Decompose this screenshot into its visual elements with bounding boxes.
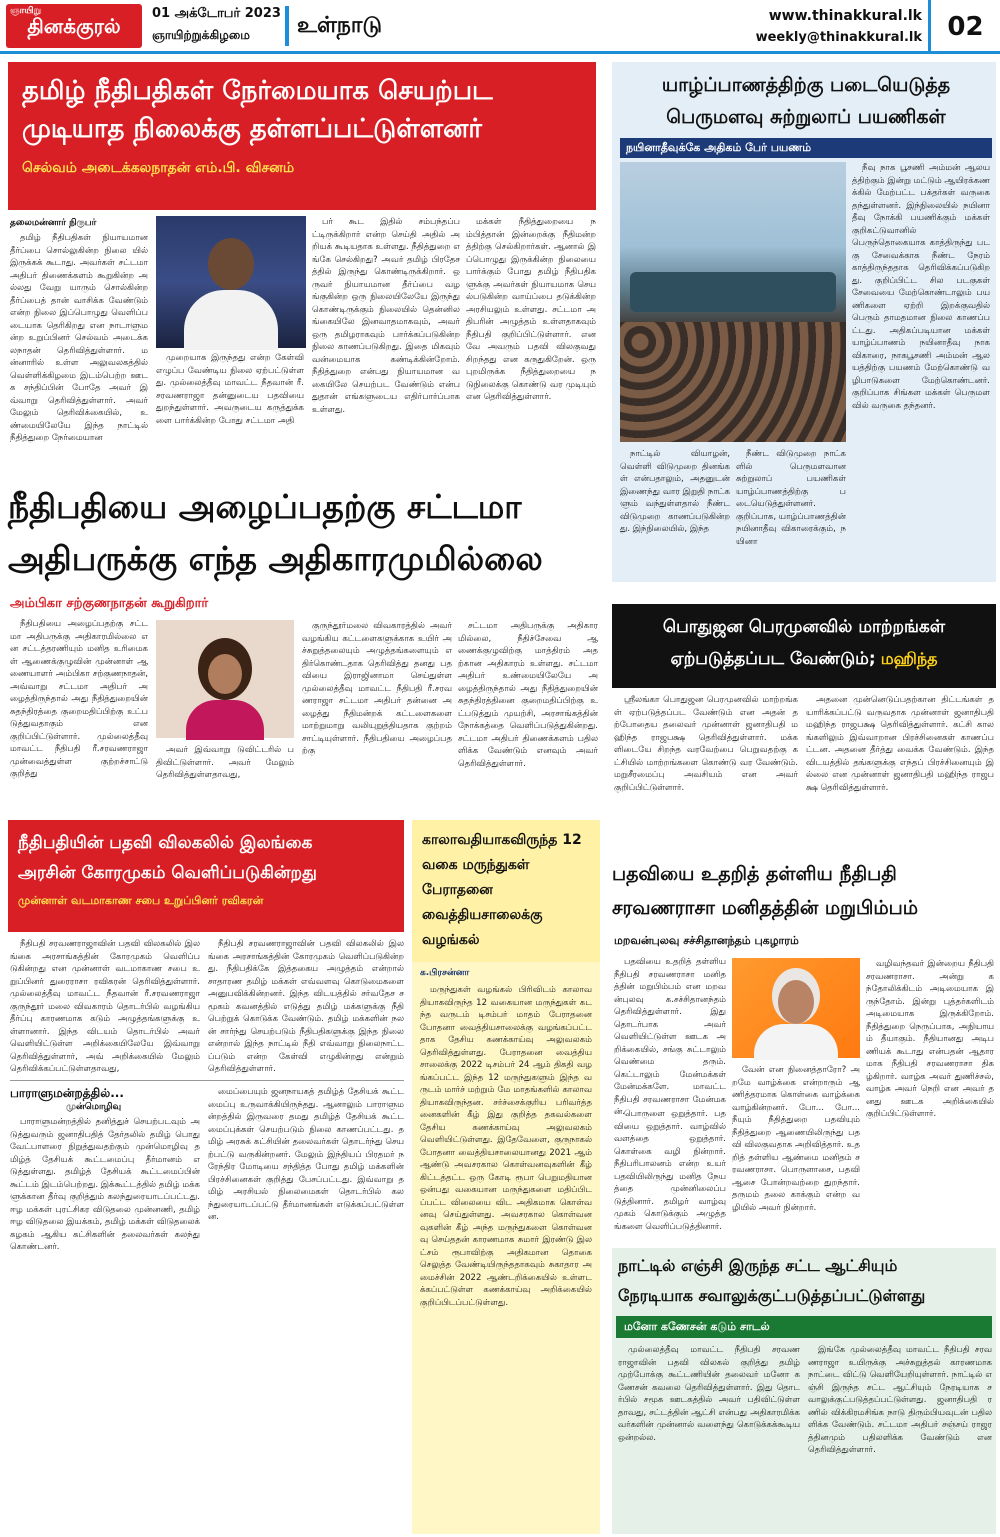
story5-subhead: முன்னாள் வடமாகாண சபை உறுப்பினர் ரவிகரன் — [18, 894, 264, 907]
issue-date: 01 அக்டோபர் 2023 — [152, 6, 281, 21]
story1-column-1: தமிழ் நீதிபதிகள் நியாயமான தீர்ப்பை சொல்லுகின்ற நிலை யில் இருக்கக் கூடாது. அவர்கள் சட்டமா அதிபர் திணைக்களம் கூறுகின்ற அல்லது வேறு யாரும் சொல்கின்ற தீர்ப்பைத் தான் வாசிக்க வேண்டும் என்ற நிலை இப்பொழுது வெளிப்படையாக தெரிகிறது என நாடாளுமன்ற உறுப்பினர் செல்வம் அடைக்கலநாதன் தெரிவித்துள்ளார். மன்னாரில் உள்ள அலுவலகத்தில் வெள்ளிக்கிழமை இடம்பெற்ற ஊடக சந்திப்பின் போதே அவர் இவ்வாறு தெரிவித்துள்ளார். அவர் மேலும் தெரிவிக்கையில், உண்மையிலேயே இந்த நாட்டில் நீதித்துறை நேர்மையான — [10, 233, 148, 443]
portrait-body-shape — [184, 290, 278, 350]
story2-subhead: நயினாதீவுக்கே அதிகம் பேர் பயணம் — [620, 138, 992, 158]
story3-column-4: சட்டமா அதிபருக்கு அதிகாரமில்லை, நீதிச்சேவை ஆணைக்குழுவிற்கு மாத்திரம் அதற்கான அதிகாரம் உள்ளது. சட்டமா அதிபர் உண்மையிலேயே அழைத்திருந்தால் அது நீதித்துறையின் சுதந்திரத்தினை குறைமதிப்பிற்கு உட்படுத்தும் முயற்சி, அரசாங்கத்தின் நோக்கத்தை வெளிப்படுத்துகின்றது. சட்டமா அதிபர் திணைக்களம் பதிலளிக்க வேண்டும் எனவும் அவர் தெரிவித்துள்ளார். — [458, 621, 598, 769]
story3-column-3: குருந்தூர்மலை விவகாரத்தில் அவர் வழங்கிய கட்டளைகளுக்காக உயிர் அச்சுறுத்தலையும் அழுத்தங்களையும் எதிர்கொண்டதாக தெரிவித்து தனது பதவியை இராஜினாமா செய்துள்ள முல்லைத்தீவு மாவட்ட நீதிபதி ரீ.சரவணராஜா சட்டமா அதிபர் தன்னை அழைத்து நீதிமன்றக் கட்டளைகளை மாற்றுமாறு வலியுறுத்தியதாக குற்றம் சாட்டியுள்ளார். நீதிபதியை அழைப்பதற்கு — [302, 621, 452, 756]
story8-subhead: மறவன்புலவு சச்சிதானந்தம் புகழாரம் — [614, 934, 799, 947]
story5-column-1: நீதிபதி சரவணராஜாவின் பதவி விலகலில் இலங்கை அரசாங்கத்தின் கோரமுகம் வெளிப்படுகின்றது என முன்னாள் வடமாகாண சபை உறுப்பினர் துரைராசா ரவிகரன் தெரிவித்துள்ளார். முல்லைத்தீவு மாவட்ட நீதவான் ரீ.சரவணராஜா குருந்தூர் மலை விவகாரம் தொடர்பில் வழங்கிய தீர்ப்பு காரணமாக கடும் அழுத்தங்களுக்கு உள்ளானார். இந்த விடயம் தொடர்பில் அவர் வெளியிட்டுள்ள அறிக்கையிலேயே இவ்வாறு தெரிவித்துள்ளார், அவ் அறிக்கையில் மேலும் தெரிவிக்கப்பட்டுள்ளதாவது, — [10, 939, 200, 1074]
story2-photo — [620, 162, 846, 442]
story9-headline-line1: நாட்டில் எஞ்சி இருந்த சட்ட ஆட்சியும் — [618, 1256, 898, 1275]
story9-headline-line2: நேரடியாக சவாலுக்குட்படுத்தப்பட்டுள்ளது — [618, 1286, 926, 1305]
story5-headline-line2: அரசின் கோரமுகம் வெளிப்படுகின்றது — [18, 863, 317, 883]
story1-column-4: மக்கள் நீதித்துறையை நம்பித்தான் இன்றைக்கு நீதிமன்றத்திற்கு செல்கிறார்கள். ஆனால் இப்பொழுது இருக்கின்ற நிலையை பார்க்கும் போது தமிழ் நீதிபதிகளுக்கு அவர்கள் நியாயமாக செயல்படுகின்ற வாய்ப்பை தடுக்கின்ற அரசியலும் உள்ளது. சட்டமா அதிபரின் அழுத்தம் உள்ளதாகவும் நீதிபதி குறிப்பிட்டுள்ளார். எனவே அவரும் பதவி விலகுவது சிறந்தது என கருதுகிறேன். ஒரு புறமிருக்க நீதித்துறையை நடுநிலைக்கு கொண்டு வர முடியும் என தெரிவித்துள்ளார். — [466, 217, 596, 402]
story5-headline-box — [8, 820, 404, 932]
portrait-body-shape — [186, 700, 264, 740]
newspaper-logo[interactable]: ஞாயிறு தினக்குரல் — [6, 4, 142, 48]
crowd-shape — [620, 322, 846, 442]
website-link[interactable]: www.thinakkural.lk — [768, 8, 922, 24]
page-number: 02 — [928, 0, 1000, 54]
story4-column-1: ஸ்ரீலங்கா பொதுஜன பெரமுனவில் மாற்றங்கள் ஏற்படுத்தப்பட வேண்டும் என அதன் தற்போதைய தலைவர் முன்னாள் ஜனாதிபதி மஹிந்த ராஜபக்ஷ தெரிவித்துள்ளார். மக்களிடையே சிறந்த வரவேற்பை பெறுவதற்கு கட்சியில் மாற்றங்களை கொண்டு வர வேண்டும். மறுசீரமைப்பு அவசியம் என அவர் குறிப்பிட்டுள்ளார். — [614, 695, 798, 793]
portrait-icon — [208, 238, 254, 290]
crowd-boat-icon — [630, 272, 836, 312]
story2-column-a: நாட்டில் வியாழன், வெள்ளி விடுமுறை தினங்கள் என்பதாலும், அதனுடன் இணைந்து வார இறுதி நாட்களும் வந்துள்ளதால் நீண்ட விடுமுறை காணப்படுகின்றது. இந்நிலையில், இந்த — [620, 449, 730, 534]
issue-day: ஞாயிற்றுக்கிழமை — [152, 28, 250, 42]
story2-headline-line2: பெருமளவு சுற்றுலாப் பயணிகள் — [666, 106, 946, 128]
story7-headline: காலாவதியாகவிருந்த 12 வகை மருந்துகள் பேராதனை வைத்தியசாலைக்கு வழங்கல் — [422, 832, 582, 948]
story4-headline-line2: ஏற்படுத்தப்பட வேண்டும்; — [670, 649, 876, 669]
section-title: உள்நாடு — [285, 6, 382, 46]
story4-headline-line1: பொதுஜன பெரமுனவில் மாற்றங்கள் — [662, 617, 946, 637]
story2-column-b: நீண்ட விடுமுறை நாட்களில் பெருமளவான சுற்றுலாப் பயணிகள் யாழ்ப்பாணத்திற்கு படையெடுத்துள்ளனர். குறிப்பாக, யாழ்ப்பாணத்தின் நயினாதீவு விகாரைக்கும், நயினா — [736, 449, 846, 547]
story8-headline-line2: சரவணராசா மனிதத்தின் மறுபிம்பம் — [612, 897, 919, 919]
story8-column-3: வழிவந்தவர் இன்றைய நீதிபதி சரவணராசா. அன்று கந்தோலிக்கிடம் அடிமையாக இருந்தோம். இன்று புத்தர்களிடம் அடிமையாக இருக்கிறோம். நீதித்துறை நெருப்பாக, அநியாயம் தீயாகும். நீதியானது அடிபணியக் கூடாது என்பதன் ஆதாரமாக நீதிபதி சரவணராசா திகழ்கிறார். வாழ்க அவர் துணிச்சல், வாழ்க அவர் நெறி என அவர் தனது ஊடக அறிக்கையில் குறிப்பிட்டுள்ளார். — [866, 959, 994, 1119]
story9-subhead: மனோ கணேசன் கடும் சாடல் — [616, 1316, 992, 1338]
story3-photo — [156, 620, 294, 738]
story8-headline-line1: பதவியை உதறித் தள்ளிய நீதிபதி — [612, 863, 897, 885]
story3-headline-line1: நீதிபதியை அழைப்பதற்கு சட்டமா — [8, 487, 522, 526]
story5-headline-line1: நீதிபதியின் பதவி விலகலில் இலங்கை — [18, 833, 313, 853]
story2-headline-line1: யாழ்ப்பாணத்திற்கு படையெடுத்த — [661, 74, 951, 96]
story7-headline-box — [412, 820, 600, 962]
story2-column-right: நீவு நாக பூசணி அம்மன் ஆலயத்திற்கும் இன்று மட்டும் ஆயிரக்கணக்கில் மேற்பட்ட பக்தர்கள் வருகை தந்துள்ளனர். இந்நிலையில் நயினா தீவு நோக்கி பயணிக்கும் மக்கள் குறிகட்டுவானில் பெருந்தொகையாக காத்திருந்து படகு சேவைக்காக நீண்ட நேரம் காத்திருந்ததாக தெரிவிக்கப்படுகிறது. குறிப்பிட்ட சில படகுகள் சேவையை மேற்கொண்டாலும் பயணிகளை ஏற்றி இறக்குவதில் பெரும் தாமதமான நிலை காணப்பட்டது. அதிகப்படியான மக்கள் யாழ்ப்பாணம் நயினாதீவு நாகவிகாரை, நாகபூசணி அம்மன் ஆலயத்திற்கு பயணம் மேற்கொண்டு வழிபாடுகளை மேற்கொண்டனர். குறிப்பாக சிங்கள மக்கள் பெருமளவில் வருகை தந்தனர். — [852, 163, 990, 411]
story8-column-1b: பொருளை ஒறுத்தார். பதவியை ஒறுத்தார். வாழ்வில் வளத்தை ஒறுத்தார். கொள்கை வழி நின்றார். நீதிபரிபாலனம் என்ற உயர் பதவியிலிருந்து மனித நேயத்தை முன்னிலைப்படுத்தினார். தமிழர் வாழ்வு முகம் கொடுக்கும் அழுத்தங்களை வெளிப்படுத்தினார். — [614, 1109, 726, 1232]
story1-subhead: செல்வம் அடைக்கலநாதன் எம்.பி. விசனம் — [22, 160, 295, 176]
story1-column-2: முறையாக இருந்தது என்ற கேள்வி எழுப்ப வேண்டிய நிலை ஏற்பட்டுள்ளது. முல்லைத்தீவு மாவட்ட நீதவான் ரீ.சரவணராஜா தன்னுடைய பதவியை துறந்துள்ளார். அவருடைய கருத்துக்களை பார்க்கின்ற போது சட்டமா அதி — [156, 353, 304, 426]
story6-headline: பாராளுமன்றத்தில்... — [10, 1086, 124, 1100]
story6-subhead: முன்மொழிவு — [66, 1102, 122, 1112]
story1-photo — [156, 216, 306, 348]
portrait-body-shape — [754, 1024, 838, 1060]
story1-headline-box — [8, 62, 596, 210]
story6-column-1: பாராளுமன்றத்தில் தனித்துச் செயற்படவும் அடுத்துவரும் ஜனாதிபதித் தேர்தலில் தமிழ் பொது வேட்பாளரை நிறுத்துவதற்கும் முன்மொழிவு தமிழ்த் தேசியக் கூட்டமைப்பு தீர்மானம் எடுத்துள்ளது. தமிழ்த் தேசியக் கூட்டமைப்பின் கூட்டம் இடம்பெற்றது. இக்கூட்டத்தில் தமிழ் மக்களுக்கான தீர்வு குறித்தும் கலந்துரையாடப்பட்டது. ஈழ மக்கள் புரட்சிகர விடுதலை முன்னணி, தமிழ் ஈழ விடுதலை இயக்கம், தமிழ் மக்கள் விடுதலைக் கழகம் ஆகிய கட்சிகளின் தலைவர்கள் கலந்து கொண்டனர். — [10, 1117, 200, 1252]
story4-headline-box — [612, 604, 996, 688]
story4-headline-line2-row — [622, 642, 986, 676]
story1-headline-line1: தமிழ் நீதிபதிகள் நேர்மையாக செயற்பட — [22, 76, 493, 106]
story3-subhead: அம்பிகா சற்குணநாதன் கூறுகிறார் — [10, 596, 209, 611]
story9-column-2: இங்கே முல்லைத்தீவு மாவட்ட நீதிபதி சரவணராஜா உயிருக்கு அச்சுறுத்தல் காரணமாக நாட்டை விட்டு வெளியேறியுள்ளார். நாட்டில் எஞ்சி இருந்த சட்ட ஆட்சியும் நேரடியாக சவாலுக்குட்படுத்தப்பட்டுள்ளது. ஜனாதிபதி ரணில் விக்கிரமசிங்க நாடு திரும்பியவுடன் பதிலளிக்க வேண்டும். சட்டமா அதிபர் சஞ்சய் ராஜரத்தினமும் பதிலளிக்க வேண்டும் என தெரிவித்துள்ளார். — [808, 1345, 992, 1455]
masthead — [0, 0, 1000, 54]
portrait-face-shape — [778, 980, 814, 1024]
story1-headline-line2: முடியாத நிலைக்கு தள்ளப்பட்டுள்ளனர் — [22, 114, 482, 144]
story4-column-2: அதனை முன்னெடுப்பதற்கான திட்டங்கள் தயாரிக்கப்பட்டு வருவதாக முன்னாள் ஜனாதிபதி மஹிந்த ராஜபக்ஷ தெரிவித்துள்ளார். கட்சி காலங்களிலும் இவ்வாறான பிரச்சினைகள் காணப்பட்டன. அதனை தீர்த்து வைக்க வேண்டும். இந்த விடயத்தில் தங்களுக்கு எந்தப் பிரச்சினையும் இல்லை என முன்னாள் ஜனாதிபதி மஹிந்த ராஜபக்ஷ தெரிவித்துள்ளார். — [806, 695, 994, 793]
story3-column-2: அவர் இவ்வாறு டுவிட்டரில் பதிவிட்டுள்ளார். அவர் மேலும் தெரிவித்துள்ளதாவது, — [156, 745, 294, 780]
story1-byline: தலைமன்னார் நிருபர் — [10, 218, 97, 228]
portrait-face-shape — [208, 654, 242, 694]
email-link[interactable]: weekly@thinakkural.lk — [755, 30, 922, 45]
story4-headline-name: மஹிந்த — [880, 649, 938, 668]
story5-column-2: நீதிபதி சரவணராஜாவின் பதவி விலகலில் இலங்கை அரசாங்கத்தின் கோரமுகம் வெளிப்படுகின்றது. நீதிபதிக்கே இத்தகைய அழுத்தம் என்றால் சாதாரண தமிழ் மக்கள் எவ்வளவு கொடுமைகளை அனுபவிக்கின்றனர். இந்த விடயத்தில் சர்வதேச சமூகம் கவனத்தில் எடுத்து தமிழ் மக்களுக்கு நீதி பெற்றுக் கொடுக்க வேண்டும். தமிழ் மக்களின் நலன் சார்ந்து செயற்படும் நீதிபதிகளுக்கு இந்த நிலை என்றால் இந்த நாட்டில் நீதி எவ்வாறு நிலைநாட்டப்படும் என்ற கேள்வி எழுகின்றது என்றும் தெரிவித்துள்ளார். — [208, 939, 404, 1074]
story3-headline-line2: அதிபருக்கு எந்த அதிகாரமுமில்லை — [8, 539, 543, 578]
story6-column-2: மைப்பையும் ஜனநாயகத் தமிழ்த் தேசியக் கூட்டமைப்பு உருவாக்கியிருந்தது. ஆனாலும் பாராளுமன்றத்தில் இருவரை தமது தமிழ்த் தேசியக் கூட்டமைப்புக்கள் செயற்படும் நிலை காணப்பட்டது. தமிழ் அரசுக் கட்சியின் தலைவர்கள் தொடர்ந்து செயற்பட்டு வருகின்றனர். மேலும் இந்தியப் பிரதமர் நரேந்திர மோடியை சந்தித்த போது தமிழ் மக்களின் பிரச்சினைகள் குறித்து பேசப்பட்டது. இவ்வாறு தமிழ் அரசியல் நிலைமைகள் தொடர்பில் கலந்துரையாடப்பட்டு தீர்மானங்கள் எடுக்கப்பட்டுள்ளன. — [208, 1087, 404, 1222]
story1-column-3: பர் கூட இதில் சம்பந்தப்பட்டிருக்கிறார் என்ற செய்தி அதில் அறியக் கூடியதாக உள்ளது. நீதித்துறை எங்கே செல்கிறது? அவர் தமிழ் பிரதேசத்தில் இருந்து கொண்டிருக்கிறார். ஒருவர் நியாயமான தீர்ப்பை வழங்குகின்ற ஒரு நிலையிலேயே இருந்து கொண்டிருக்கும் நிலையில் தென்னிலங்கையிலே இனவாதமாகவும், அவர் ஒரு தமிழராகவும் பார்க்கப்படுகின்ற நிலை காணப்படுகிறது. இதை மிகவும் வன்மையாக கண்டிக்கின்றோம். நீதித்துறை என்பது நியாயமான வகையிலே செயற்பட வேண்டும் என்பதுதான் எங்களுடைய எதிர்பார்ப்பாக உள்ளது. — [312, 217, 460, 415]
story8-column-2: வேன் என நினைத்தாரோ? அறமே வாழ்க்கை என்றாரும் ஆணித்தரமாக கொள்கை வாழ்க்கை வாழ்கின்றனர். போ... போ... நீயும் நீதித்துறை பதவியும் நீதித்துறை ஆணையிலிருந்து பதவி விலகுவதாக அறிவித்தார். உதறித் தள்ளிய ஆண்மை மனிதம் சரவணராசா. பொருளாசை, பதவி ஆசை போன்றவற்றை துறந்தார். தருமம் தலை காக்கும் என்ற வழியில் அவர் நின்றார். — [732, 1065, 860, 1213]
story7-byline: க.பிரசன்னா — [420, 968, 470, 978]
story9-column-1: முல்லைத்தீவு மாவட்ட நீதிபதி சரவணராஜாவின் பதவி விலகல் குறித்து தமிழ் முற்போக்கு கூட்டணியின் தலைவர் மனோ கணேசன் கவலை தெரிவித்துள்ளார். இது தொடர்பில் சமூக ஊடகத்தில் அவர் பதிவிட்டுள்ளதாவது, சட்டத்தின் ஆட்சி என்பது அதிகாரமிக்கவர்களின் முன்னால் வளைந்து கொடுக்கக்கூடிய ஒன்றல்ல. — [618, 1345, 800, 1443]
story3-column-1: நீதிபதியை அழைப்பதற்கு சட்டமா அதிபருக்கு அதிகாரமில்லை என சட்டத்தரணியும் மனித உரிமைகள் ஆணைக்குழுவின் முன்னாள் ஆணையாளர் அம்பிகா சற்குணநாதன், அவ்வாறு சட்டமா அதிபர் அழைத்திருந்தால் அது நீதித்துறையின் சுதந்திரத்தை குறைமதிப்பிற்கு உட்படுத்துவதாகும் என குறிப்பிட்டுள்ளார். முல்லைத்தீவு மாவட்ட நீதிபதி ரீ.சரவணராஜா முன்வைத்துள்ள குற்றச்சாட்டு குறித்து — [10, 619, 148, 779]
story6-divider — [10, 1080, 404, 1081]
story7-column-1: மருந்துகள் வழங்கல் பிரிவிடம் காலாவதியாகவிருந்த 12 வகையான மருந்துகள் கடந்த வருடம் டிசம்பர் மாதம் பேராதனை போதனா வைத்தியசாலைக்கு வழங்கப்பட்டதாக தேசிய கணக்காய்வு அலுவலகம் தெரிவித்துள்ளது. பேராதனை வைத்தியசாலைக்கு 2022 டிசம்பர் 24 ஆம் திகதி வழங்கப்பட்ட இந்த 12 மருந்துகளும் இந்த வருடம் மார்ச் மற்றும் மே மாதங்களில் காலாவதியாகவிருந்தன. சர்ச்சைக்குரிய பரிவர்த்தனைகளின் கீழ் இது குறித்த தகவல்களை தேசிய கணக்காய்வு அலுவலகம் வெளியிட்டுள்ளது. இதேவேளை, குருநாகல் போதனா வைத்தியசாலையானது 2021 ஆம் ஆண்டு அவசரகால கொள்வனவுகளின் கீழ் கிட்டத்தட்ட ஒரு கோடி ரூபா பெறுமதியான ஒன்பது வகையான மருந்துகளை மதிப்பிடப்பட்ட விலையை விட அதிகமாக கொள்வனவு செய்துள்ளது. அவசரகால கொள்வனவுகளின் கீழ் அந்த மருந்துகளை கொள்வனவு செய்ததன் காரணமாக சுமார் இரண்டு இலட்சம் ரூபாவிற்கு அதிகமான தொகை செலுத்த வேண்டியிருந்ததாகவும் சுகாதார அமைச்சின் 2022 ஆண்டறிக்கையில் உள்ளடக்கப்பட்டுள்ள கணக்காய்வு அறிக்கையில் குறிப்பிடப்பட்டுள்ளது. — [420, 985, 592, 1308]
story8-photo — [732, 958, 860, 1058]
story8-column-1a: பதவியை உதறித் தள்ளிய நீதிபதி சரவணராசா மனிதத்தின் மறுபிம்பம் என மறவன்புலவு க.சச்சிதானந்தம் தெரிவித்துள்ளார். இது தொடர்பாக அவர் வெளியிட்டுள்ள ஊடக அறிக்கையில், சங்கு சுட்டாலும் வெண்மை தரும். கெட்டாலும் மேன்மக்கள் மேன்மக்களே. மாவட்ட நீதிபதி சரவணராசா மேன்மகன். — [614, 957, 726, 1117]
